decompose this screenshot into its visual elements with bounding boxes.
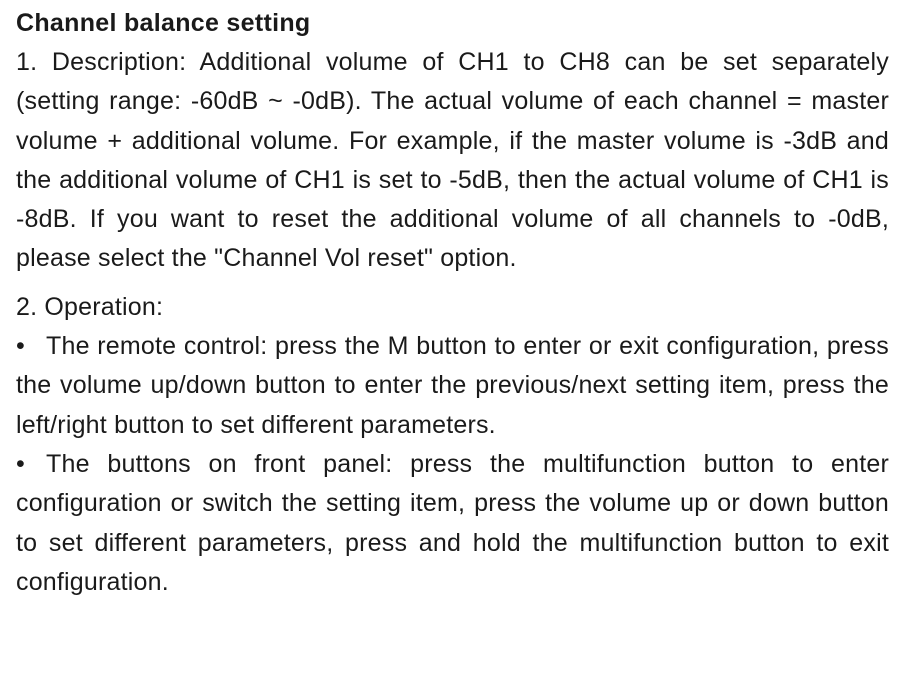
operation-bullet-remote	[16, 327, 889, 445]
bullet-dot-icon: •	[16, 332, 25, 361]
section-title: Channel balance setting	[16, 9, 311, 37]
document-page	[16, 4, 889, 602]
operation-heading: 2. Operation:	[16, 292, 164, 321]
bullet-text-remote: The remote control: press the M button to enter or exit configuration, press the volume up/down button to enter the previous/next setting item, press the left/right button to set different parameters.	[16, 332, 889, 439]
description-paragraph: 1. Description: Additional volume of CH1 to CH8 can be set separately (setting range: -60dB ~ -0dB). The actual volume of each channel = master volume + additional volume. For example, if the master volume is -3dB and the additional volume of CH1 is set to -5dB, then the actual volume of CH1 is -8dB. If you want to reset the additional volume of all channels to -0dB, please select the "Channel Vol reset" option.	[16, 48, 889, 273]
bullet-dot-icon: •	[16, 449, 25, 478]
operation-bullet-front-panel	[16, 445, 889, 602]
bullet-text-front-panel: The buttons on front panel: press the multifunction button to enter configuration or switch the setting item, press the volume up or down button to set different parameters, press and hold the multifunction button to exit configuration.	[16, 449, 889, 596]
